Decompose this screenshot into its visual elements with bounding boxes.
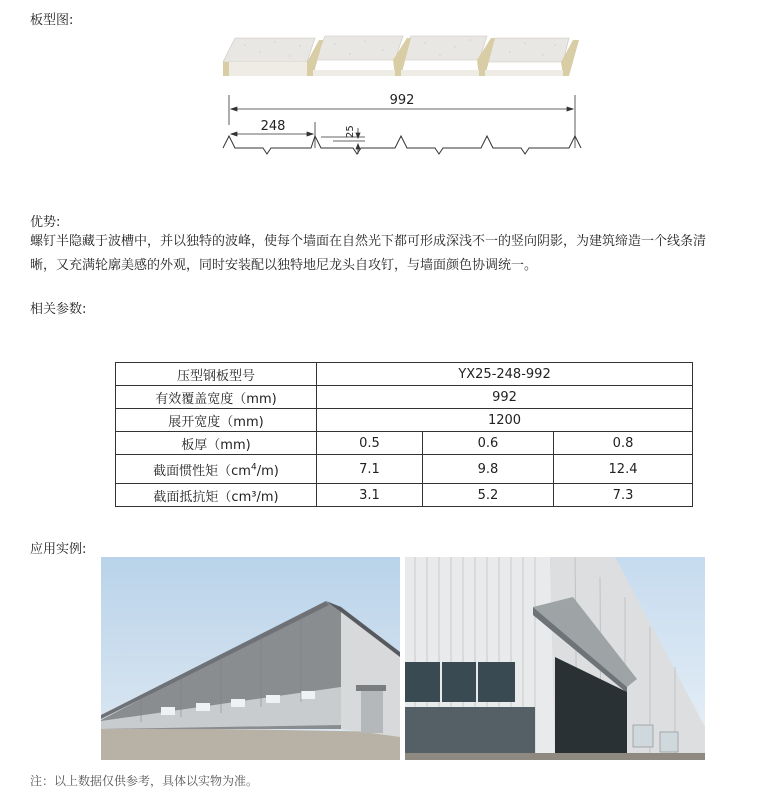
panel-3d-illustration xyxy=(223,36,579,76)
table-row xyxy=(116,484,693,507)
inertia-cell: 7.1 xyxy=(317,455,423,484)
advantage-line-1: 螺钉半隐藏于波槽中，并以独特的波峰，使每个墙面在自然光下都可形成深浅不一的竖向阴影，为建筑缔造一个线条清 xyxy=(30,234,707,249)
unfold-value: 1200 xyxy=(317,409,693,432)
inertia-cell: 12.4 xyxy=(554,455,693,484)
inertia-label-suffix: /m) xyxy=(256,463,279,479)
params-heading: 相关参数: xyxy=(30,302,87,317)
spec-table xyxy=(115,362,693,507)
panel-profile-figure xyxy=(215,30,585,155)
row-label-inertia xyxy=(116,455,317,484)
height-dimension xyxy=(321,128,365,154)
table-row xyxy=(116,363,693,386)
modulus-cell: 5.2 xyxy=(423,484,554,507)
modulus-cell: 3.1 xyxy=(317,484,423,507)
bottom-note: 注：以上数据仅供参考，具体以实物为准。 xyxy=(30,774,259,788)
profile-section-line xyxy=(223,136,581,154)
inertia-label-sup: 4 xyxy=(250,462,257,473)
row-label-modulus: 截面抵抗矩（cm³/m) xyxy=(116,484,317,507)
inertia-label-prefix: 截面惯性矩（cm xyxy=(153,463,251,479)
thickness-cell: 0.6 xyxy=(423,432,554,455)
advantage-heading: 优势: xyxy=(30,215,61,230)
building-canopy-photo xyxy=(405,557,705,760)
coverage-value: 992 xyxy=(317,386,693,409)
table-row xyxy=(116,455,693,484)
advantage-line-2: 晰，又充满轮廓美感的外观，同时安装配以独特地尼龙头自攻钉，与墙面颜色协调统一。 xyxy=(30,258,538,273)
factory-exterior-photo xyxy=(101,557,400,760)
height-label: 25 xyxy=(345,125,356,138)
modulus-cell: 7.3 xyxy=(554,484,693,507)
pitch-label: 248 xyxy=(260,119,286,134)
profile-heading: 板型图: xyxy=(30,13,74,28)
table-row xyxy=(116,432,693,455)
table-row xyxy=(116,409,693,432)
inertia-cell: 9.8 xyxy=(423,455,554,484)
row-label-model: 压型钢板型号 xyxy=(116,363,317,386)
row-label-coverage: 有效覆盖宽度（mm) xyxy=(116,386,317,409)
thickness-cell: 0.5 xyxy=(317,432,423,455)
row-label-unfold: 展开宽度（mm) xyxy=(116,409,317,432)
table-row xyxy=(116,386,693,409)
examples-heading: 应用实例: xyxy=(30,542,87,557)
total-width-label: 992 xyxy=(389,93,415,108)
thickness-cell: 0.8 xyxy=(554,432,693,455)
model-value: YX25-248-992 xyxy=(317,363,693,386)
row-label-thickness: 板厚（mm) xyxy=(116,432,317,455)
